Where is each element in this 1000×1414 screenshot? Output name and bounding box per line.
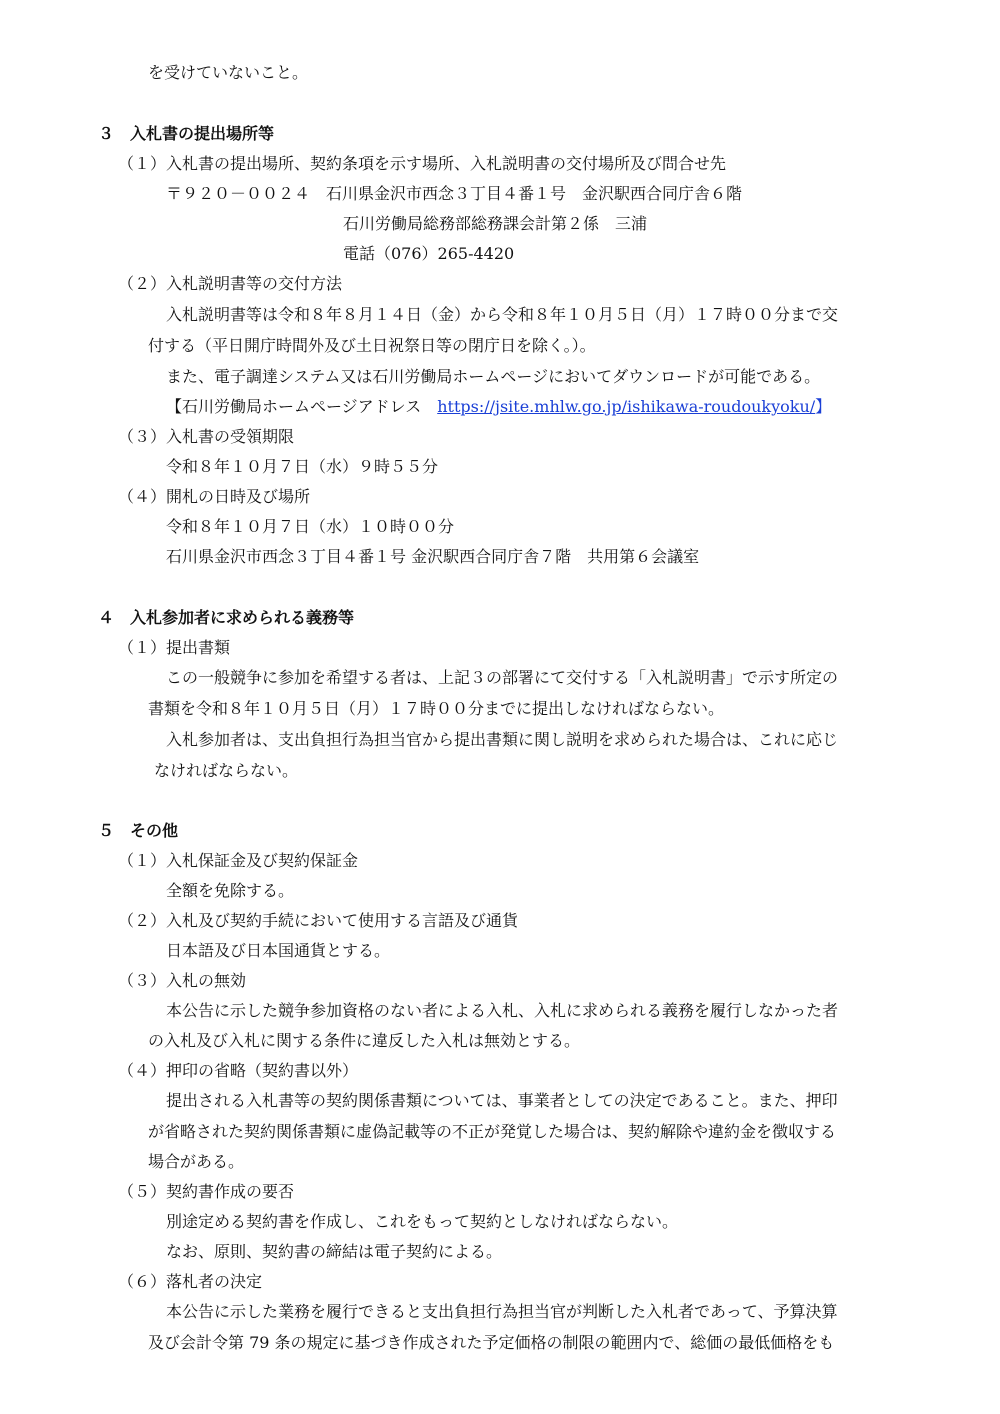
section-4-1-heading: （１）提出書類 [118, 638, 231, 657]
section-5-3-text-1: 本公告に示した競争参加資格のない者による入札、入札に求められる義務を履行しなかった者 [166, 1001, 839, 1020]
section-3-1-heading: （１）入札書の提出場所、契約条項を示す場所、入札説明書の交付場所及び問合せ先 [118, 154, 727, 173]
section-5-5-text-2: なお、原則、契約書の締結は電子契約による。 [166, 1242, 503, 1261]
section-5-3-heading: （３）入札の無効 [118, 971, 247, 990]
section-5-4-heading: （４）押印の省略（契約書以外） [118, 1061, 359, 1080]
section-4-1-paragraph-line-3 [166, 730, 906, 750]
section-5-1-text: 全額を免除する。 [166, 881, 295, 900]
section-5-4-text-1: 提出される入札書等の契約関係書類については、事業者としての決定であること。また、押印 [166, 1091, 838, 1110]
section-3-2-heading: （２）入札説明書等の交付方法 [118, 274, 343, 293]
section-5-4-paragraph-line-2 [148, 1122, 906, 1142]
section-4-1-paragraph-line-1 [166, 668, 906, 688]
section-5-6-text-2: 及び会計令第 79 条の規定に基づき作成された予定価格の制限の範囲内で、総価の最低価格をも [148, 1333, 835, 1352]
section-5-4-paragraph-line-1 [166, 1091, 906, 1111]
section-4-1-text-3: 入札参加者は、支出負担行為担当官から提出書類に関し説明を求められた場合は、これに応じ [166, 730, 839, 749]
address-line-1: 〒９２０－００２４ 石川県金沢市西念３丁目４番１号 金沢駅西合同庁舎６階 [166, 184, 743, 203]
section-5-6-heading: （６）落札者の決定 [118, 1272, 263, 1291]
section-5-4-text-2: が省略された契約関係書類に虚偽記載等の不正が発覚した場合は、契約解除や違約金を徴収する [148, 1122, 837, 1141]
section-5-6-paragraph-line-1 [166, 1302, 906, 1322]
homepage-address-line [166, 397, 831, 417]
section-5-1-heading: （１）入札保証金及び契約保証金 [118, 851, 359, 870]
section-4-1-paragraph-line-2: 書類を令和８年１０月５日（月）１７時００分までに提出しなければならない。 [148, 699, 725, 718]
section-3-2-paragraph-line-2: 付する（平日開庁時間外及び土日祝祭日等の閉庁日を除く。）。 [148, 336, 596, 355]
homepage-url-link[interactable]: https://jsite.mhlw.go.jp/ishikawa-roudoukyoku/ [437, 397, 816, 416]
section-3-2-paragraph-line-1 [166, 305, 906, 325]
section-3-3-text: 令和８年１０月７日（水）９時５５分 [166, 457, 439, 476]
section-4-heading: ４ 入札参加者に求められる義務等 [98, 608, 355, 627]
section-3-4-text-1: 令和８年１０月７日（水）１０時００分 [166, 517, 455, 536]
section-3-3-heading: （３）入札書の受領期限 [118, 427, 295, 446]
section-5-2-heading: （２）入札及び契約手続において使用する言語及び通貨 [118, 911, 519, 930]
section-3-2-paragraph-line-3: また、電子調達システム又は石川労働局ホームページにおいてダウンロードが可能である。 [166, 367, 821, 386]
continuation-line: を受けていないこと。 [148, 63, 309, 82]
section-5-3-paragraph-line-2: の入札及び入札に関する条件に違反した入札は無効とする。 [148, 1031, 581, 1050]
section-5-6-paragraph-line-2 [148, 1333, 906, 1353]
section-3-4-heading: （４）開札の日時及び場所 [118, 487, 311, 506]
section-4-1-text-1: この一般競争に参加を希望する者は、上記３の部署にて交付する「入札説明書」で示す所定の [166, 668, 839, 687]
section-5-5-heading: （５）契約書作成の要否 [118, 1182, 295, 1201]
address-line-2: 石川労働局総務部総務課会計第２係 三浦 [343, 214, 648, 233]
section-5-heading: ５ その他 [98, 821, 179, 840]
section-5-2-text: 日本語及び日本国通貨とする。 [166, 941, 391, 960]
homepage-address-suffix: 】 [815, 397, 832, 416]
section-3-4-text-2: 石川県金沢市西念３丁目４番１号 金沢駅西合同庁舎７階 共用第６会議室 [166, 547, 700, 566]
section-4-1-paragraph-line-4: なければならない。 [154, 761, 299, 780]
section-5-3-paragraph-line-1 [166, 1001, 906, 1021]
section-3-2-text-1: 入札説明書等は令和８年８月１４日（金）から令和８年１０月５日（月）１７時００分まで交 [166, 305, 839, 324]
section-5-6-text-1: 本公告に示した業務を履行できると支出負担行為担当官が判断した入札者であって、予算決算 [166, 1302, 838, 1321]
section-5-5-text-1: 別途定める契約書を作成し、これをもって契約としなければならない。 [166, 1212, 679, 1231]
section-3-heading: ３ 入札書の提出場所等 [98, 124, 275, 143]
homepage-address-prefix: 【石川労働局ホームページアドレス [166, 397, 438, 416]
address-line-3: 電話（076）265-4420 [343, 244, 515, 263]
section-5-4-paragraph-line-3: 場合がある。 [148, 1152, 245, 1171]
